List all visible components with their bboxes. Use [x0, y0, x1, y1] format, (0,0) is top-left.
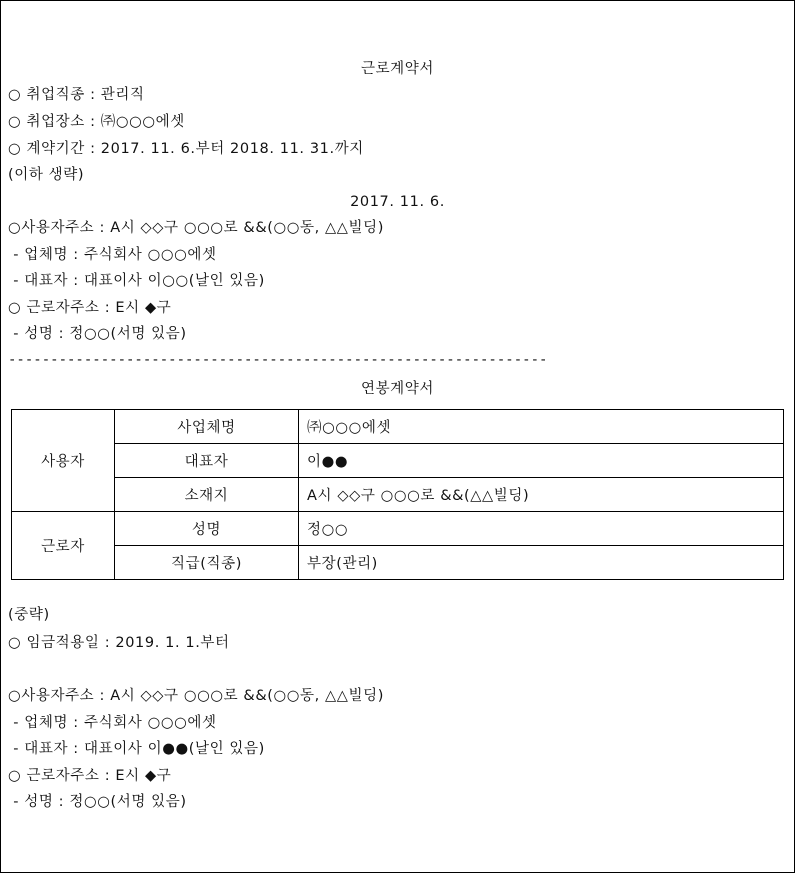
- salary-contract-title: 연봉계약서: [360, 381, 435, 397]
- representative-value: 이●●: [299, 444, 784, 478]
- omission-note: (이하 생략): [8, 167, 85, 183]
- workplace-line: ○ 취업장소 : ㈜○○○에셋: [8, 114, 185, 130]
- company-name-label: 사업체명: [115, 410, 299, 444]
- table-row: [12, 410, 784, 444]
- representative-line: - 대표자 : 대표이사 이○○(날인 있음): [8, 273, 265, 289]
- contract-date: 2017. 11. 6.: [350, 194, 445, 210]
- job-type-line: ○ 취업직종 : 관리직: [8, 87, 145, 103]
- employee-address-line: ○ 근로자주소 : E시 ◆구: [8, 768, 172, 784]
- employee-group-cell: 근로자: [12, 512, 115, 580]
- employer-address-line: ○사용자주소 : A시 ◇◇구 ○○○로 &&(○○동, △△빌딩): [8, 688, 384, 704]
- employer-address-line: ○사용자주소 : A시 ◇◇구 ○○○로 &&(○○동, △△빌딩): [8, 220, 384, 236]
- location-value: A시 ◇◇구 ○○○로 &&(△△빌딩): [299, 478, 784, 512]
- contract-party-table: [11, 409, 784, 580]
- employee-address-line: ○ 근로자주소 : E시 ◆구: [8, 300, 172, 316]
- position-value: 부장(관리): [299, 546, 784, 580]
- company-name-line: - 업체명 : 주식회사 ○○○에셋: [8, 247, 217, 263]
- employee-name-line: - 성명 : 정○○(서명 있음): [8, 326, 187, 342]
- wage-effective-date-line: ○ 임금적용일 : 2019. 1. 1.부터: [8, 635, 230, 651]
- representative-line: - 대표자 : 대표이사 이●●(날인 있음): [8, 741, 265, 757]
- table-row: [12, 444, 784, 478]
- company-name-value: ㈜○○○에셋: [299, 410, 784, 444]
- representative-label: 대표자: [115, 444, 299, 478]
- table-row: [12, 512, 784, 546]
- contract-period-line: ○ 계약기간 : 2017. 11. 6.부터 2018. 11. 31.까지: [8, 141, 364, 157]
- employee-name-line: - 성명 : 정○○(서명 있음): [8, 794, 187, 810]
- employee-name-label: 성명: [115, 512, 299, 546]
- employer-group-cell: 사용자: [12, 410, 115, 512]
- location-label: 소재지: [115, 478, 299, 512]
- table-row: [12, 546, 784, 580]
- employee-name-value: 정○○: [299, 512, 784, 546]
- labor-contract-title: 근로계약서: [360, 61, 435, 77]
- position-label: 직급(직종): [115, 546, 299, 580]
- middle-omission-note: (중략): [8, 607, 50, 623]
- table-row: [12, 478, 784, 512]
- section-divider: ----------------------------------------------------------------: [8, 352, 548, 368]
- company-name-line: - 업체명 : 주식회사 ○○○에셋: [8, 715, 217, 731]
